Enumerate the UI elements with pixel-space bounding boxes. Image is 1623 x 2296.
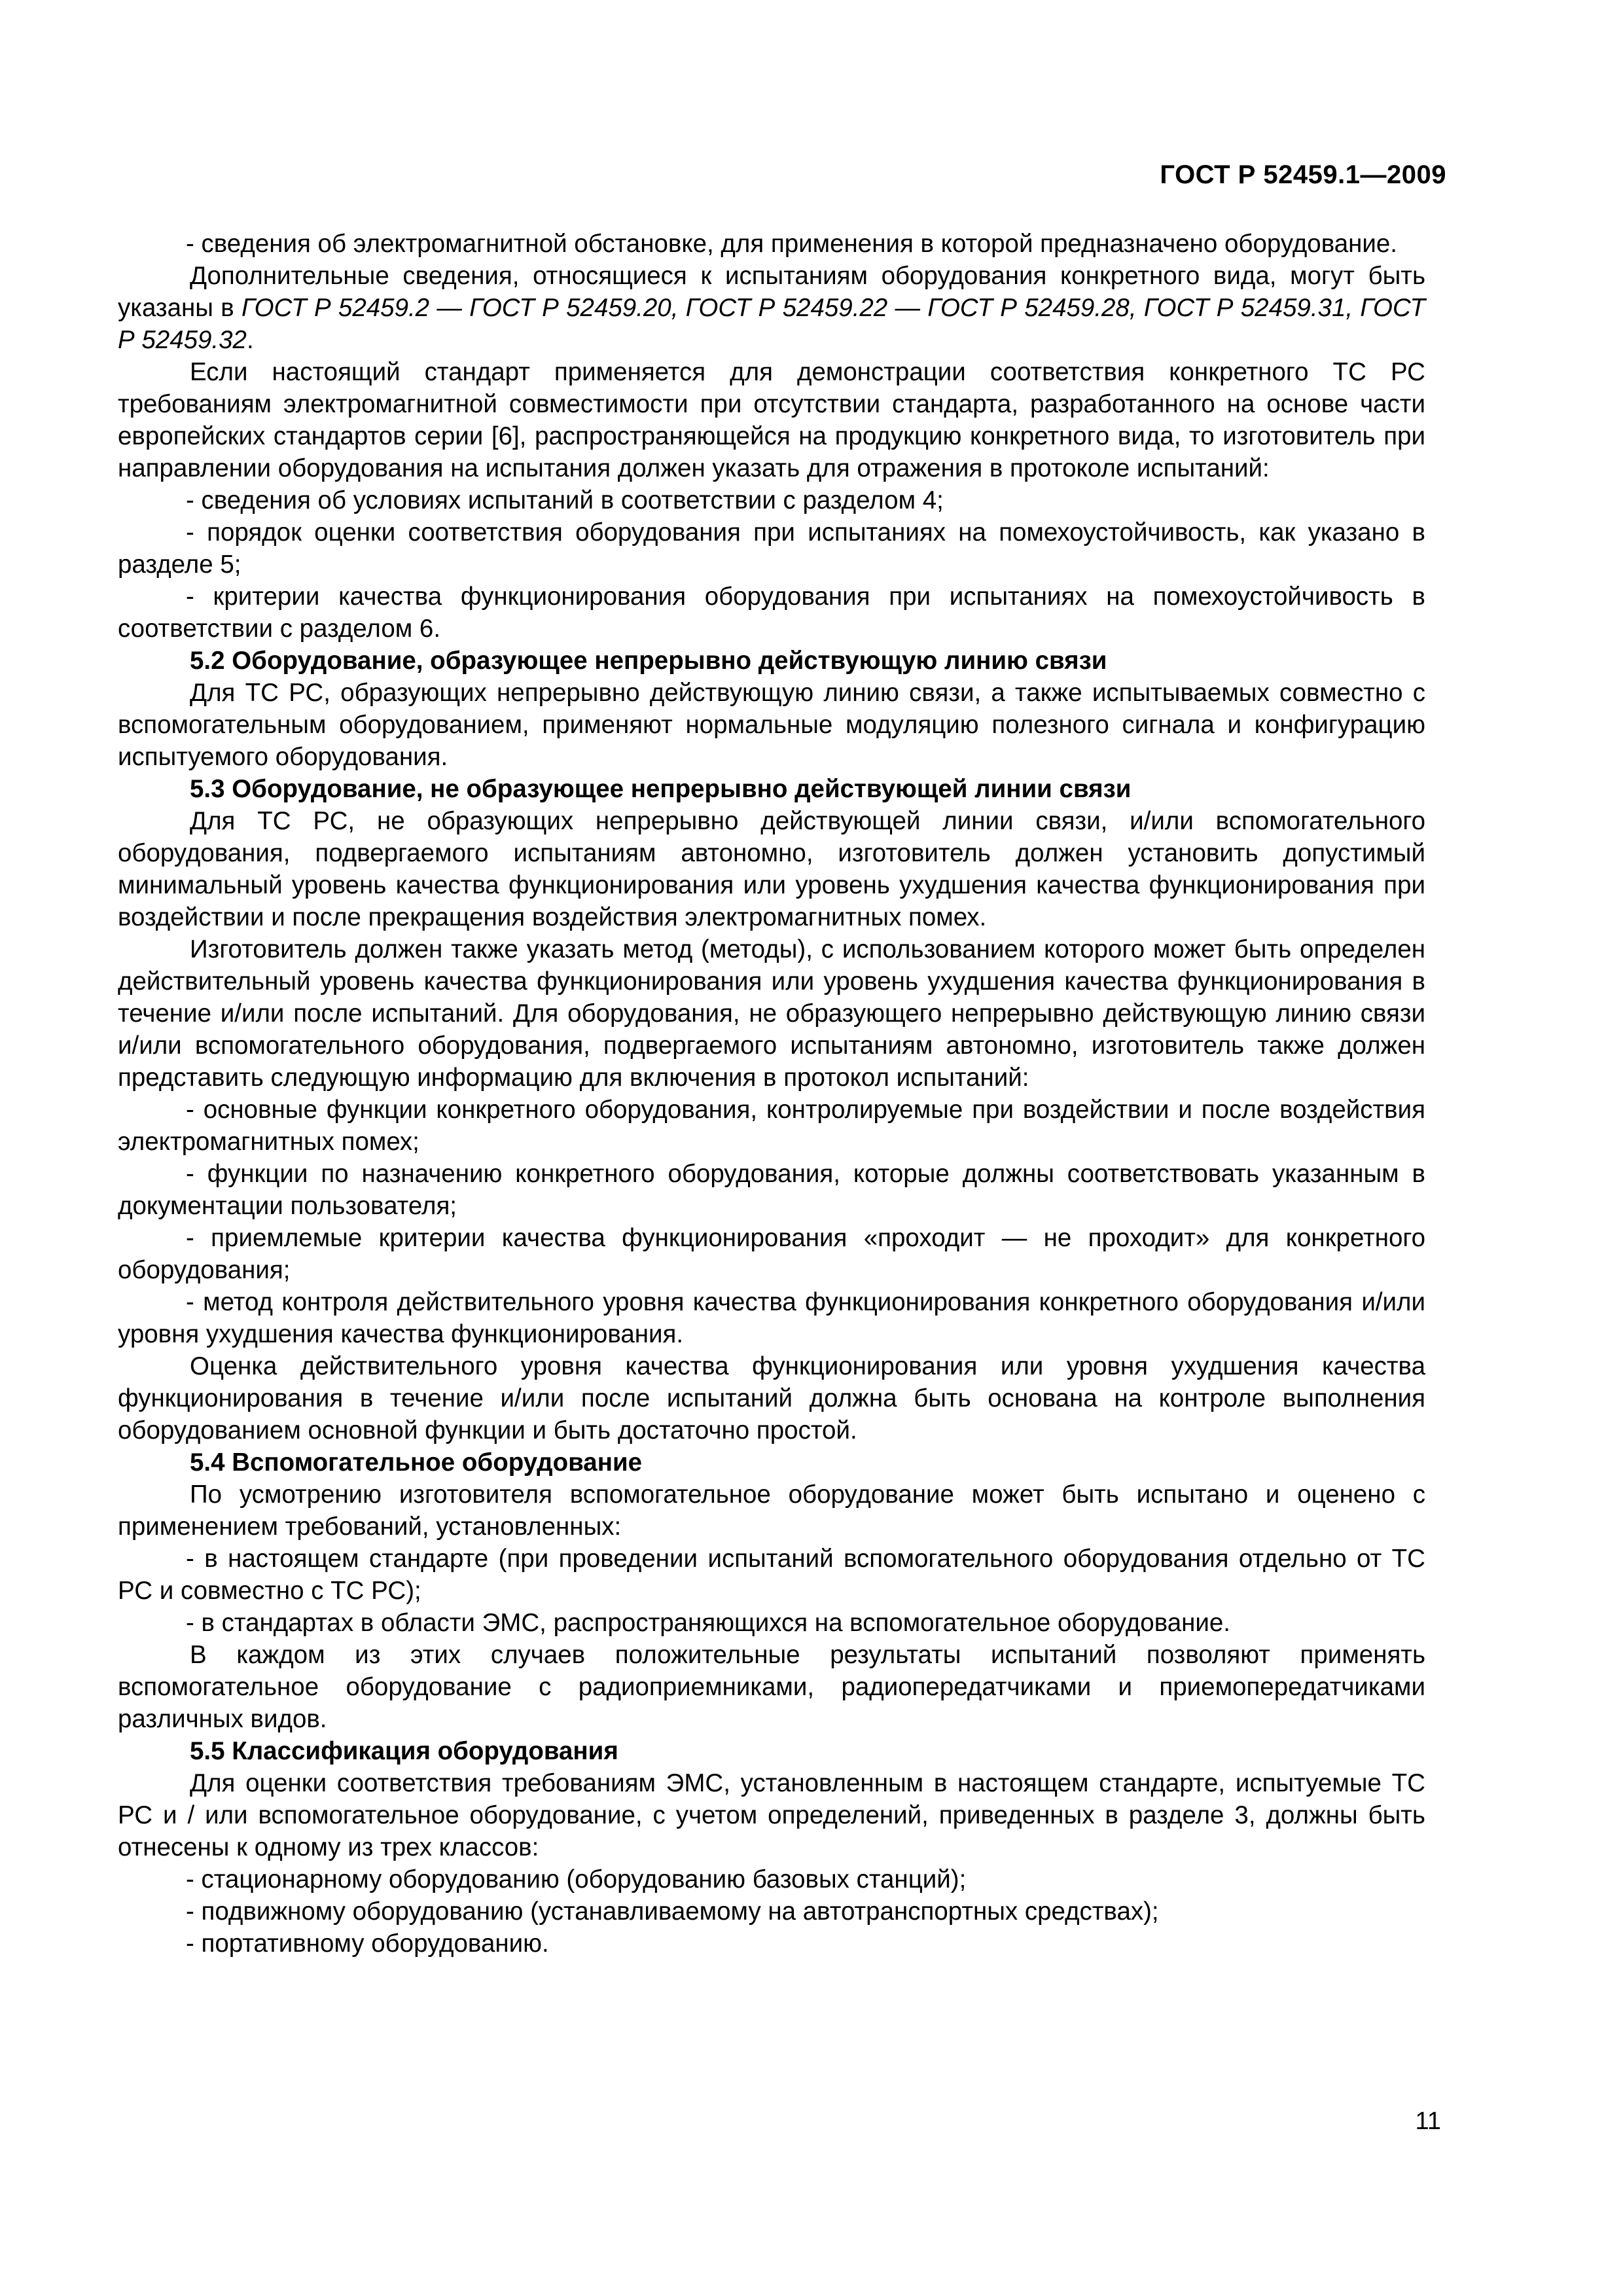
list-item: - функции по назначению конкретного оборудования, которые должны соответствовать указанным в документации пользователя; (118, 1160, 1425, 1220)
list-item: - приемлемые критерии качества функционирования «проходит — не проходит» для конкретного оборудования; (118, 1224, 1425, 1284)
page-number: 11 (1415, 2108, 1441, 2135)
standard-references: ГОСТ Р 52459.2 — ГОСТ Р 52459.20, ГОСТ Р 52459.22 — ГОСТ Р 52459.28, ГОСТ Р 52459.31, ГОСТ Р 52459.32 (118, 294, 1426, 354)
list-item: - основные функции конкретного оборудования, контролируемые при воздействии и после воздействия электромагнитных помех; (118, 1096, 1425, 1156)
paragraph (118, 260, 1425, 356)
paragraph: Изготовитель должен также указать метод (методы), с использованием которого может быть определен действительный уровень качества функционирования или уровень ухудшения качества функционирования в течение и/или после испытаний. Для оборудования, не образующего непрерывно действующую линию связи и/или вспомогательного оборудования, подвергаемого испытаниям автономно, изготовитель также должен представить следующую информацию для включения в протокол испытаний: (118, 935, 1425, 1092)
list-item: - подвижному оборудованию (устанавливаемому на автотранспортных средствах); (186, 1897, 1159, 1926)
section-heading-5-4: 5.4 Вспомогательное оборудование (190, 1448, 643, 1477)
list-item: - метод контроля действительного уровня качества функционирования конкретного оборудования и/или уровня ухудшения качества функционирования. (118, 1288, 1425, 1348)
paragraph: Оценка действительного уровня качества функционирования или уровня ухудшения качества функционирования в течение и/или после испытаний должна быть основана на контроле выполнения оборудованием основной функции и быть достаточно простой. (118, 1352, 1425, 1444)
list-item: - порядок оценки соответствия оборудования при испытаниях на помехоустойчивость, как указано в разделе 5; (118, 518, 1425, 579)
list-item: - в настоящем стандарте (при проведении испытаний вспомогательного оборудования отдельно от ТС РС и совместно с ТС РС); (118, 1545, 1425, 1605)
paragraph: Для ТС РС, не образующих непрерывно действующей линии связи, и/или вспомогательного оборудования, подвергаемого испытаниям автономно, изготовитель должен установить допустимый минимальный уровень качества функционирования или уровень ухудшения качества функционирования при воздействии и после прекращения воздействия электромагнитных помех. (118, 807, 1425, 931)
paragraph-end: . (246, 326, 254, 354)
list-item: - в стандартах в области ЭМС, распространяющихся на вспомогательное оборудование. (186, 1609, 1231, 1637)
paragraph: В каждом из этих случаев положительные результаты испытаний позволяют применять вспомогательное оборудование с радиоприемниками, радиопередатчиками и приемопередатчиками различных видов. (118, 1641, 1425, 1733)
paragraph: Для оценки соответствия требованиям ЭМС, установленным в настоящем стандарте, испытуемые ТС РС и / или вспомогательное оборудование, с учетом определений, приведенных в разделе 3, должны быть отнесены к одному из трех классов: (118, 1769, 1425, 1861)
document-body (118, 228, 1425, 1960)
section-heading-5-3: 5.3 Оборудование, не образующее непрерывно действующей линии связи (190, 775, 1132, 803)
section-heading-5-5: 5.5 Классификация оборудования (190, 1737, 618, 1765)
paragraph: - сведения об электромагнитной обстановке, для применения в которой предназначено оборудование. (186, 230, 1398, 258)
document-header: ГОСТ Р 52459.1—2009 (1160, 160, 1446, 189)
paragraph: Для ТС РС, образующих непрерывно действующую линию связи, а также испытываемых совместно с вспомогательным оборудованием, применяют нормальные модуляцию полезного сигнала и конфигурацию испытуемого оборудования. (118, 679, 1425, 771)
paragraph-text: Дополнительные сведения, относящиеся к испытаниям оборудования конкретного вида, могут быть указаны в (118, 262, 1425, 322)
paragraph: По усмотрению изготовителя вспомогательное оборудование может быть испытано и оценено с применением требований, установленных: (118, 1480, 1425, 1541)
list-item: - критерии качества функционирования оборудования при испытаниях на помехоустойчивость в соответствии с разделом 6. (118, 583, 1425, 643)
list-item: - сведения об условиях испытаний в соответствии с разделом 4; (186, 486, 944, 514)
list-item: - стационарному оборудованию (оборудованию базовых станций); (186, 1865, 967, 1893)
section-heading-5-2: 5.2 Оборудование, образующее непрерывно действующую линию связи (190, 647, 1107, 675)
paragraph: Если настоящий стандарт применяется для демонстрации соответствия конкретного ТС РС требованиям электромагнитной совместимости при отсутствии стандарта, разработанного на основе части европейских стандартов серии [6], распространяющейся на продукцию конкретного вида, то изготовитель при направлении оборудования на испытания должен указать для отражения в протоколе испытаний: (118, 358, 1425, 482)
list-item: - портативному оборудованию. (186, 1929, 549, 1958)
